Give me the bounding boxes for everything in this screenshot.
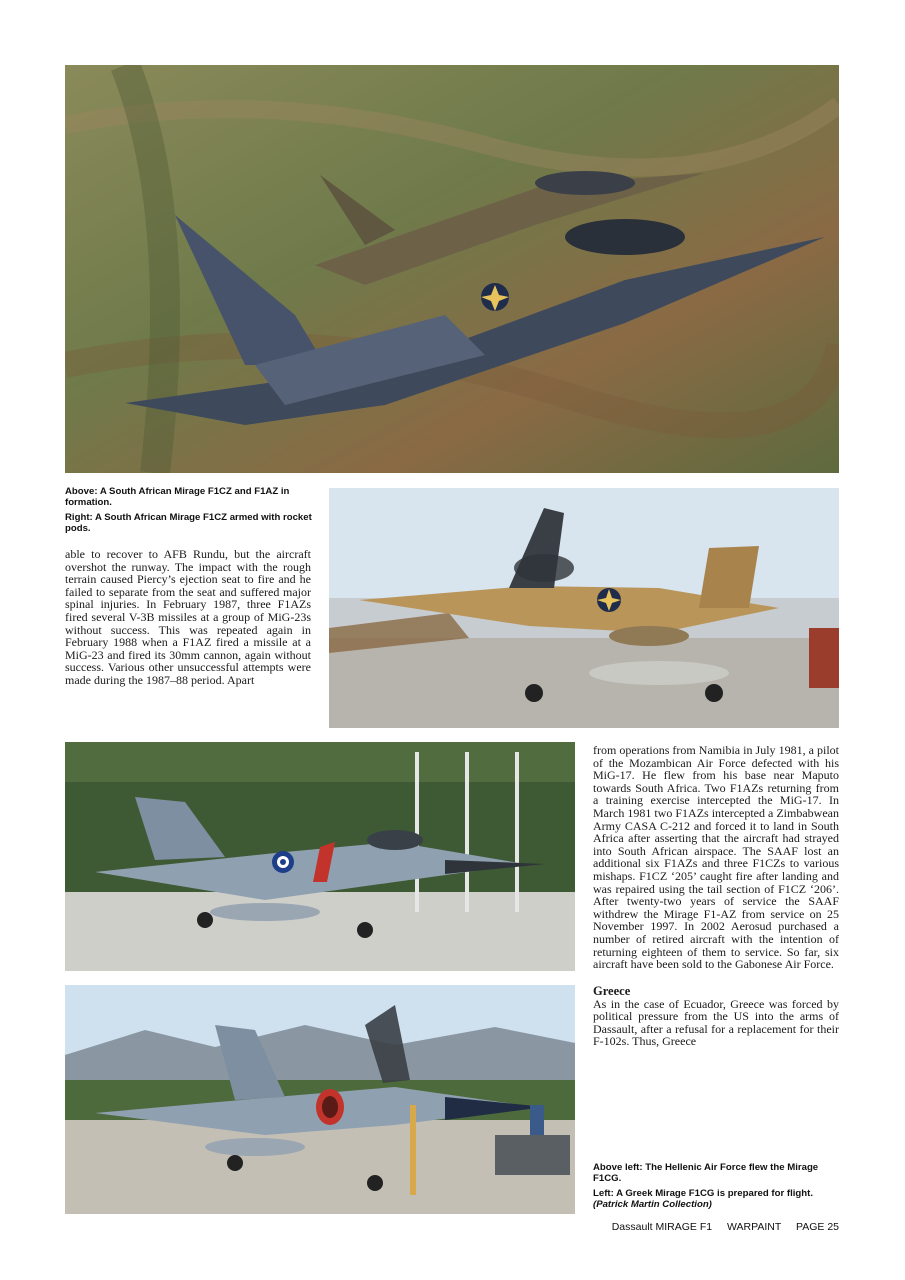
page-footer xyxy=(612,1221,839,1233)
caption-greek-prep-text: Left: A Greek Mirage F1CG is prepared for flight. xyxy=(593,1188,813,1199)
caption-greek-prep xyxy=(593,1188,839,1210)
footer-page-number: PAGE 25 xyxy=(796,1221,839,1233)
body-column-right xyxy=(593,744,839,1048)
caption-bottom xyxy=(593,1162,839,1210)
caption-rocket-pods: Right: A South African Mirage F1CZ armed with rocket pods. xyxy=(65,512,312,534)
body-paragraph-right: from operations from Namibia in July 1981, a pilot of the Mozambican Air Force defected with his MiG-17. He flew from his base near Maputo towards South Africa. Two F1AZs returning from a training exercise intercepted the MiG-17. In March 1981 two F1AZs intercepted a Zimbabwean Army CASA C-212 and forced it to land in South Africa after asserting that the aircraft had strayed into South African airspace. The SAAF lost an additional six F1AZs and three F1CZs to various mishaps. F1CZ ‘205’ caught fire after landing and was repaired using the tail section of F1CZ ‘206’. After twenty-two years of service the SAAF withdrew the Mirage F1-AZ from service on 25 November 1997. In 2002 Aerosud purchased a number of retired aircraft with the intention of returning eighteen of them to service. So far, six aircraft have been sold to the Gabonese Air Force. xyxy=(593,743,839,972)
body-paragraph-left: able to recover to AFB Rundu, but the aircraft overshot the runway. The impact with the rough terrain caused Piercy’s ejection seat to fire and he failed to separate from the seat and suffered major spinal injuries. In February 1987, three F1AZs fired several V-3B missiles at a group of MiG-23s without success. This was repeated again in February 1988 when a F1AZ fired a missile at a MiG-23 and fired its 30mm cannon, again without success. Various other unsuccessful attempts were made during the 1987–88 period. Apart xyxy=(65,547,311,687)
photo-greek-prep xyxy=(65,985,575,1214)
footer-series: WARPAINT xyxy=(727,1221,782,1233)
body-column-left xyxy=(65,548,311,687)
section-heading-greece: Greece xyxy=(593,983,631,998)
footer-title: Dassault MIRAGE F1 xyxy=(611,1221,713,1233)
photo-credit: (Patrick Martin Collection) xyxy=(593,1199,712,1210)
caption-formation: Above: A South African Mirage F1CZ and F1AZ in formation. xyxy=(65,486,290,508)
caption-top xyxy=(65,486,315,538)
photo-hellenic xyxy=(65,742,575,971)
photo-formation xyxy=(65,65,839,473)
body-paragraph-greece: As in the case of Ecuador, Greece was forced by political pressure from the US into the arms of Dassault, after a refusal for a replacement for their F-102s. Thus, Greece xyxy=(593,996,839,1049)
photo-rocket-pods xyxy=(329,488,839,728)
caption-hellenic: Above left: The Hellenic Air Force flew the Mirage F1CG. xyxy=(593,1162,819,1184)
